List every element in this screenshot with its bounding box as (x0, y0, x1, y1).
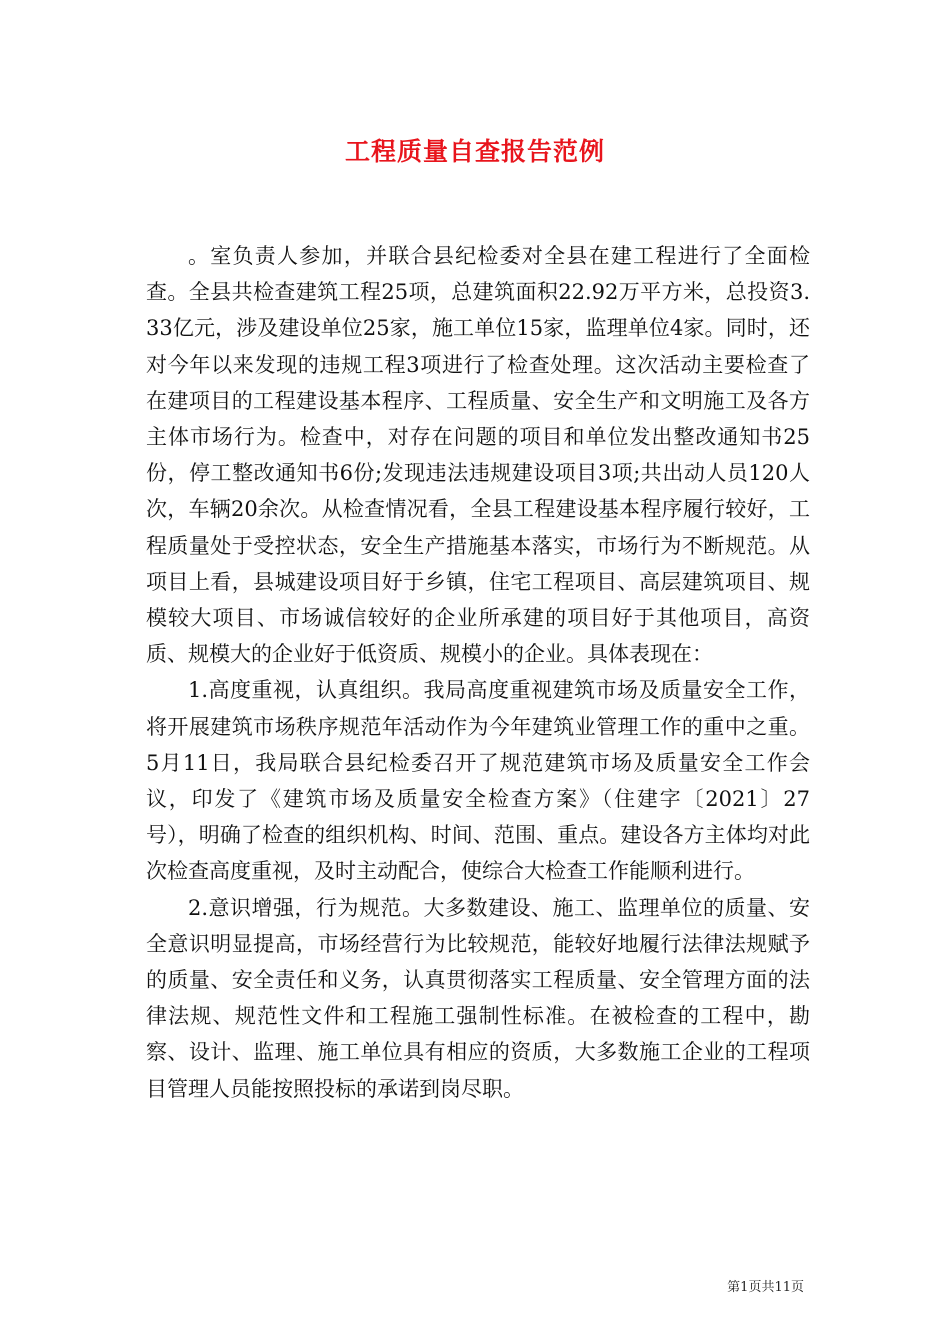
page-number: 第1页共11页 (727, 1280, 804, 1295)
document-title: 工程质量自查报告范例 (344, 137, 605, 166)
paragraph-item-2: 2.意识增强，行为规范。大多数建设、施工、监理单位的质量、安全意识明显提高，市场经营行为比较规范，能较好地履行法律法规赋予的质量、安全责任和义务，认真贯彻落实工程质量、安全管理方面的法律法规、规范性文件和工程施工强制性标准。在被检查的工程中，勘察、设计、监理、施工单位具有相应的资质，大多数施工企业的工程项目管理人员能按照投标的承诺到岗尽职。 (146, 895, 810, 1101)
document-body (146, 238, 810, 1107)
paragraph-item-1: 1.高度重视，认真组织。我局高度重视建筑市场及质量安全工作，将开展建筑市场秩序规范年活动作为今年建筑业管理工作的重中之重。5月11日，我局联合县纪检委召开了规范建筑市场及质量安全工作会议，印发了《建筑市场及质量安全检查方案》（住建字〔2021〕27号），明确了检查的组织机构、时间、范围、重点。建设各方主体均对此次检查高度重视，及时主动配合，使综合大检查工作能顺利进行。 (146, 678, 810, 884)
paragraph-intro: 。室负责人参加，并联合县纪检委对全县在建工程进行了全面检查。全县共检查建筑工程25项，总建筑面积22.92万平方米，总投资3.33亿元，涉及建设单位25家，施工单位15家，监理单位4家。同时，还对今年以来发现的违规工程3项进行了检查处理。这次活动主要检查了在建项目的工程建设基本程序、工程质量、安全生产和文明施工及各方主体市场行为。检查中，对存在问题的项目和单位发出整改通知书25份，停工整改通知书6份;发现违法违规建设项目3项;共出动人员120人次，车辆20余次。从检查情况看，全县工程建设基本程序履行较好，工程质量处于受控状态，安全生产措施基本落实，市场行为不断规范。从项目上看，县城建设项目好于乡镇，住宅工程项目、高层建筑项目、规模较大项目、市场诚信较好的企业所承建的项目好于其他项目，高资质、规模大的企业好于低资质、规模小的企业。具体表现在： (146, 244, 810, 667)
